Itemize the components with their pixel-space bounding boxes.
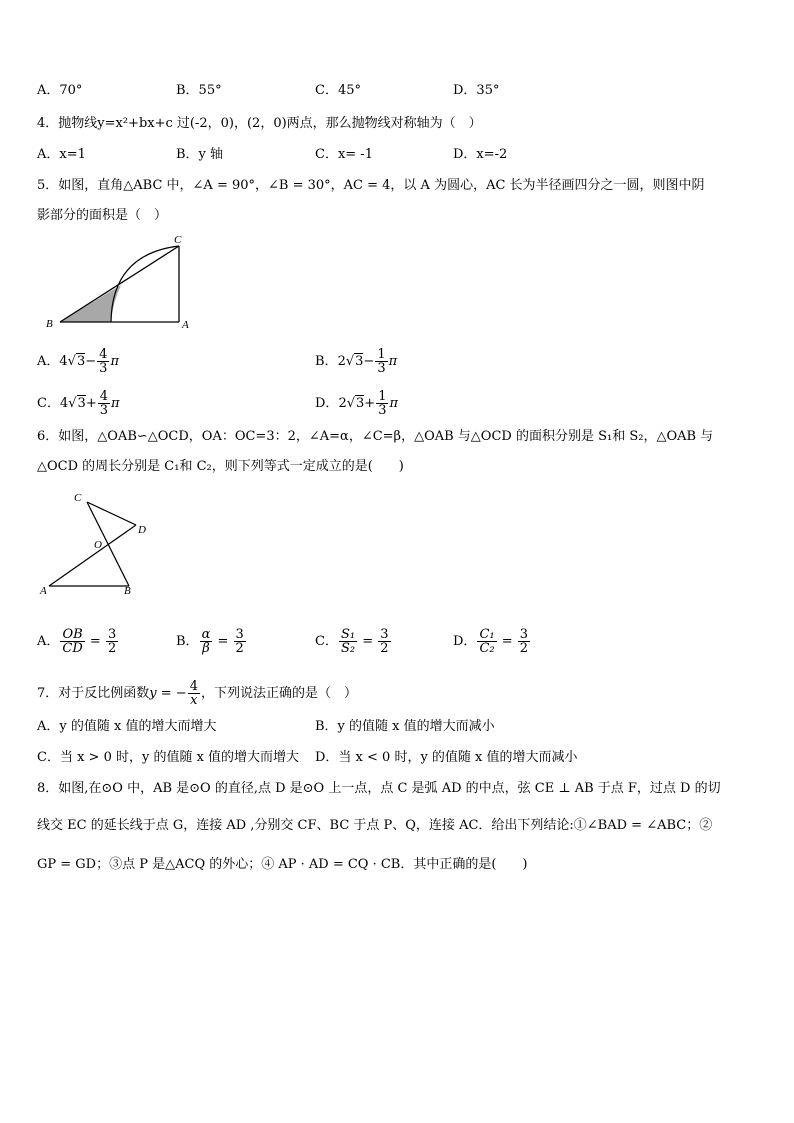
q5-option-a-num: 4 xyxy=(99,347,108,362)
q5-option-c-letter: C． xyxy=(37,396,60,411)
q5-label-c: C xyxy=(174,234,182,246)
q6-label-b: B xyxy=(124,585,131,597)
q6-option-a-num: OB xyxy=(60,628,84,642)
q5-option-c: C．4√3+ $\frac{4}{3}$ π xyxy=(37,389,120,418)
q6-option-d-rnum: 3 xyxy=(519,627,529,642)
q6-option-b-num: α xyxy=(201,627,211,642)
q5-option-d-radicand: 3 xyxy=(356,396,365,411)
q7-option-b: B．y 的值随 x 值的增大而减小 xyxy=(315,719,495,734)
q6-stem-line2: △OCD 的周长分别是 C₁和 C₂，则下列等式一定成立的是( ) xyxy=(37,459,404,474)
q8-line1: 8．如图,在⊙O 中，AB 是⊙O 的直径,点 D 是⊙O 上一点，点 C 是弧 AD 的中点，弦 CE ⊥ AB 于点 F，过点 D 的切 xyxy=(37,781,721,796)
q6-option-b-rden: 2 xyxy=(235,641,244,656)
q5-quarter-arc xyxy=(111,246,179,322)
q6-option-a-letter: A． xyxy=(37,634,60,649)
q7-option-d: D．当 x < 0 时，y 的值随 x 值的增大而减小 xyxy=(315,750,578,765)
q7-stem-suffix: ，下列说法正确的是（ ） xyxy=(200,686,357,701)
q6-figure xyxy=(36,490,166,602)
q5-option-b-num: 1 xyxy=(377,347,386,362)
q6-option-a-den: CD xyxy=(62,641,83,656)
q5-option-a-radicand: 3 xyxy=(76,354,86,369)
q5-option-d: D．2√3+ $\frac{1}{3}$ π xyxy=(315,389,399,418)
q5-label-b: B xyxy=(46,318,53,330)
q6-label-d: D xyxy=(138,524,146,536)
q7-func-num: 4 xyxy=(189,679,198,694)
q5-option-c-sign: + xyxy=(85,396,97,411)
q6-option-c-num: S₁ xyxy=(340,627,356,642)
q7-stem-prefix: 7．对于反比例函数 xyxy=(37,686,150,701)
q5-option-a-sign: − xyxy=(85,354,97,369)
q6-option-d-den: C₂ xyxy=(479,641,495,656)
q5-option-a-coef: 4 xyxy=(59,354,68,369)
q5-option-a-den: 3 xyxy=(99,361,108,376)
q5-option-d-letter: D． xyxy=(315,396,339,411)
q3-option-d: D．35° xyxy=(453,83,500,98)
q5-option-d-sign: + xyxy=(364,396,376,411)
q5-option-d-num: 1 xyxy=(378,389,387,404)
q4-option-c: C．x= -1 xyxy=(315,147,373,162)
q6-label-a: A xyxy=(40,585,47,597)
q6-label-c: C xyxy=(74,492,82,504)
q7-func-den: x xyxy=(190,693,198,708)
q7-option-c: C．当 x > 0 时，y 的值随 x 值的增大而增大 xyxy=(37,750,300,765)
q5-option-b-coef: 2 xyxy=(337,354,346,369)
q6-label-o: O xyxy=(94,539,102,551)
q4-option-d: D．x=-2 xyxy=(453,147,508,162)
q6-option-c: C． $\frac{\text{S₁}}{\text{S₂}}$ = $\frac{3}{2}$ xyxy=(315,627,389,656)
q6-option-b-den: β xyxy=(202,641,210,656)
q5-option-d-pi: π xyxy=(389,396,399,411)
q5-option-c-coef: 4 xyxy=(59,396,69,411)
q6-option-b-rnum: 3 xyxy=(235,627,244,642)
q6-option-d-rden: 2 xyxy=(519,641,529,656)
q6-option-c-rnum: 3 xyxy=(380,627,389,642)
q6-option-d-num: C₁ xyxy=(479,627,495,642)
q6-option-b: B． $\frac{\alpha}{\beta}$ = $\frac{3}{2}$ xyxy=(176,627,244,656)
q5-option-b-letter: B． xyxy=(315,354,338,369)
q7-stem xyxy=(37,680,357,707)
q6-option-a-rnum: 3 xyxy=(107,627,117,642)
q5-option-a-letter: A． xyxy=(37,354,60,369)
q5-stem-line1: 5．如图，直角△ABC 中，∠A = 90°，∠B = 30°，AC = 4，以 A 为圆心，AC 长为半径画四分之一圆，则图中阴 xyxy=(37,178,705,193)
q5-option-c-num: 4 xyxy=(99,389,108,404)
q6-option-c-letter: C． xyxy=(315,634,338,649)
q6-segment-cd xyxy=(87,502,136,525)
q6-option-a: A． $\frac{OB}{CD}$ = $\frac{3}{2}$ xyxy=(37,627,117,656)
q6-stem-line1: 6．如图，△OAB∽△OCD，OA：OC=3：2，∠A=α，∠C=β，△OAB 与△OCD 的面积分别是 S₁和 S₂，△OAB 与 xyxy=(37,429,714,444)
q5-option-b-sign: − xyxy=(363,354,375,369)
q5-option-c-radicand: 3 xyxy=(77,396,86,411)
q5-option-c-den: 3 xyxy=(99,403,108,418)
q4-option-b: B．y 轴 xyxy=(176,147,224,162)
q5-option-a-pi: π xyxy=(110,354,119,369)
q5-segment-bc xyxy=(60,246,179,322)
q5-option-c-pi: π xyxy=(111,396,120,411)
q5-stem-line2: 影部分的面积是（ ） xyxy=(37,208,168,223)
q4-stem: 4．抛物线y=x²+bx+c 过(-2，0)，(2，0)两点，那么抛物线对称轴为（ ） xyxy=(37,116,482,131)
q5-option-a: A．4√3− $\frac{4}{3}$ π xyxy=(37,347,119,376)
q8-line3: GP = GD；③点 P 是△ACQ 的外心；④ AP · AD = CQ · CB．其中正确的是( ) xyxy=(37,857,528,872)
q5-figure xyxy=(40,232,200,332)
q7-func-lhs: y = − xyxy=(149,686,187,701)
q5-option-b: B．2√3− $\frac{1}{3}$ π xyxy=(315,347,398,376)
q5-option-d-coef: 2 xyxy=(338,396,347,411)
q3-option-c: C．45° xyxy=(315,83,361,98)
q8-line2: 线交 EC 的延长线于点 G，连接 AD ,分别交 CF、BC 于点 P、Q，连接 AC．给出下列结论:①∠BAD = ∠ABC；② xyxy=(37,818,713,833)
q5-option-d-den: 3 xyxy=(378,403,387,418)
q5-label-a: A xyxy=(182,319,189,331)
q6-option-c-den: S₂ xyxy=(340,641,356,656)
q6-segment-ad xyxy=(49,525,136,586)
q3-option-b: B．55° xyxy=(176,83,222,98)
q6-option-b-letter: B． xyxy=(176,634,199,649)
q7-option-a: A．y 的值随 x 值的增大而增大 xyxy=(37,719,217,734)
q5-option-b-pi: π xyxy=(388,354,398,369)
q5-option-b-radicand: 3 xyxy=(355,354,364,369)
q5-option-b-den: 3 xyxy=(377,361,386,376)
q6-option-c-rden: 2 xyxy=(380,641,389,656)
q6-option-d-letter: D． xyxy=(453,634,477,649)
q6-option-a-rden: 2 xyxy=(107,641,117,656)
q3-option-a: A．70° xyxy=(37,83,83,98)
q4-option-a: A．x=1 xyxy=(37,147,86,162)
q6-option-d: D． $\frac{\text{C₁}}{\text{C₂}}$ = $\frac{3}{2}$ xyxy=(453,627,529,656)
